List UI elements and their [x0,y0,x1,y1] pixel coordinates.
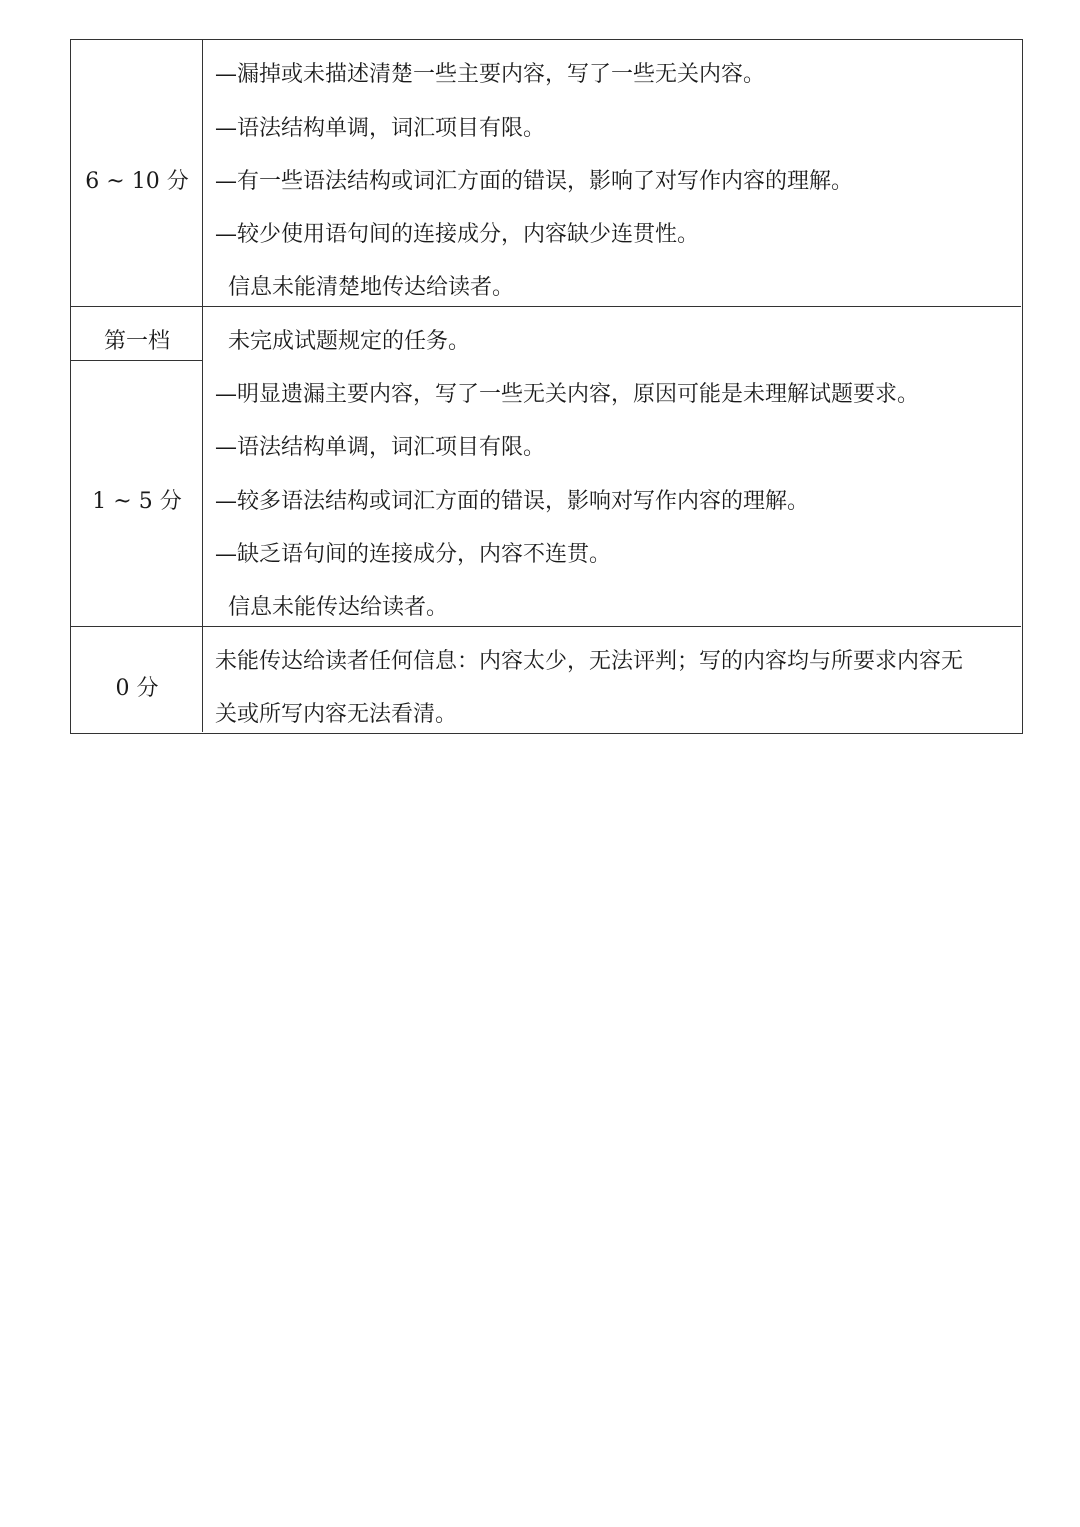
score-range-1-5: 1 ~ 5 分 [92,489,182,514]
criteria-line: 未完成试题规定的任务。 [228,329,471,354]
criteria-line: —明显遗漏主要内容，写了一些无关内容，原因可能是未理解试题要求。 [215,382,920,407]
criteria-line: —较少使用语句间的连接成分，内容缺少连贯性。 [215,222,700,247]
criteria-line: —漏掉或未描述清楚一些主要内容，写了一些无关内容。 [215,62,766,87]
criteria-line: 信息未能传达给读者。 [228,595,449,620]
row-divider [71,306,1021,307]
criteria-line: —语法结构单调，词汇项目有限。 [215,116,546,141]
score-zero: 0 分 [115,676,159,701]
criteria-line: 关或所写内容无法看清。 [215,702,458,727]
criteria-line: 未能传达给读者任何信息：内容太少，无法评判；写的内容均与所要求内容无 [215,649,964,674]
criteria-line: —缺乏语句间的连接成分，内容不连贯。 [215,542,612,567]
band-divider [71,360,202,361]
criteria-line: —较多语法结构或词汇方面的错误，影响对写作内容的理解。 [215,489,810,514]
criteria-line: —有一些语法结构或词汇方面的错误，影响了对写作内容的理解。 [215,169,854,194]
row-divider [71,626,1021,627]
column-divider [202,40,203,732]
scoring-rubric-table [70,39,1023,734]
criteria-line: 信息未能清楚地传达给读者。 [228,275,515,300]
band-label: 第一档 [103,329,170,354]
score-range-6-10: 6 ~ 10 分 [85,169,189,194]
criteria-line: —语法结构单调，词汇项目有限。 [215,435,546,460]
